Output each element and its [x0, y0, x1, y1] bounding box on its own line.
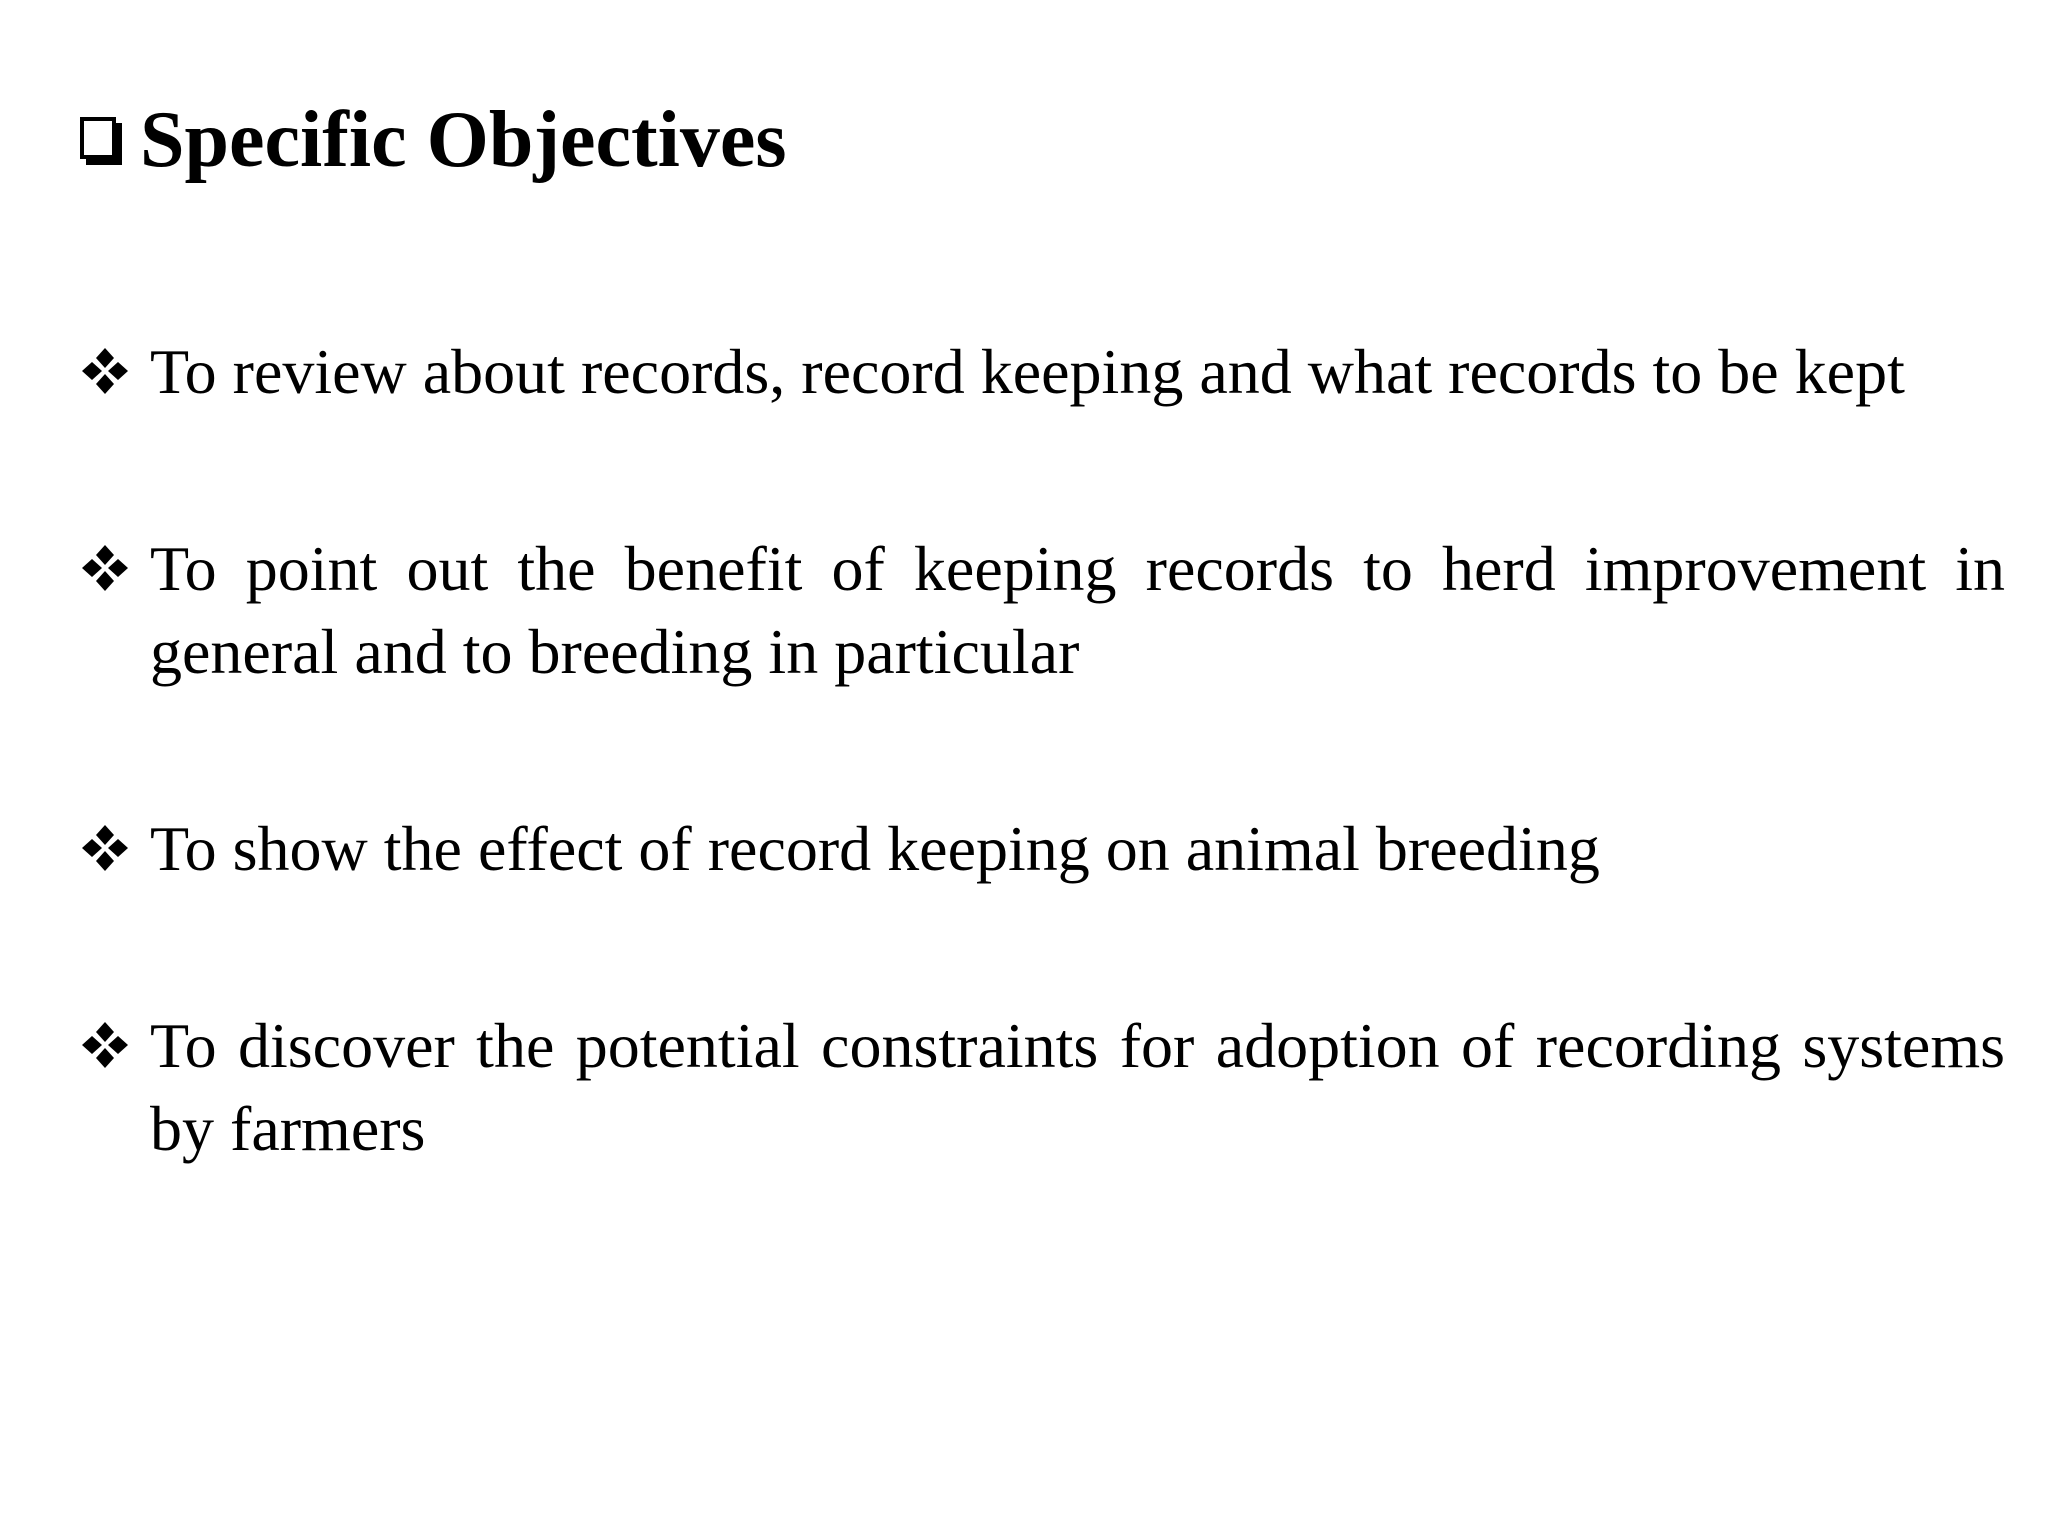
list-item [80, 527, 2005, 693]
four-diamond-bullet-icon [80, 346, 130, 396]
objectives-list [80, 330, 2005, 1170]
list-item-text: To show the effect of record keeping on animal breeding [150, 813, 1600, 884]
list-item-text: To discover the potential constraints for adoption of recording systems by farmers [150, 1010, 2005, 1164]
slide-title-row [80, 96, 787, 184]
list-item [80, 807, 2005, 890]
four-diamond-bullet-icon [80, 1020, 130, 1070]
list-item [80, 1004, 2005, 1170]
four-diamond-bullet-icon [80, 543, 130, 593]
four-diamond-bullet-icon [80, 823, 130, 873]
hollow-square-bullet-icon [80, 117, 124, 167]
list-item-text: To point out the benefit of keeping records to herd improvement in general and to breeding in particular [150, 533, 2005, 687]
list-item-text: To review about records, record keeping and what records to be kept [150, 336, 1905, 407]
list-item [80, 330, 2005, 413]
slide-title: Specific Objectives [140, 96, 787, 184]
